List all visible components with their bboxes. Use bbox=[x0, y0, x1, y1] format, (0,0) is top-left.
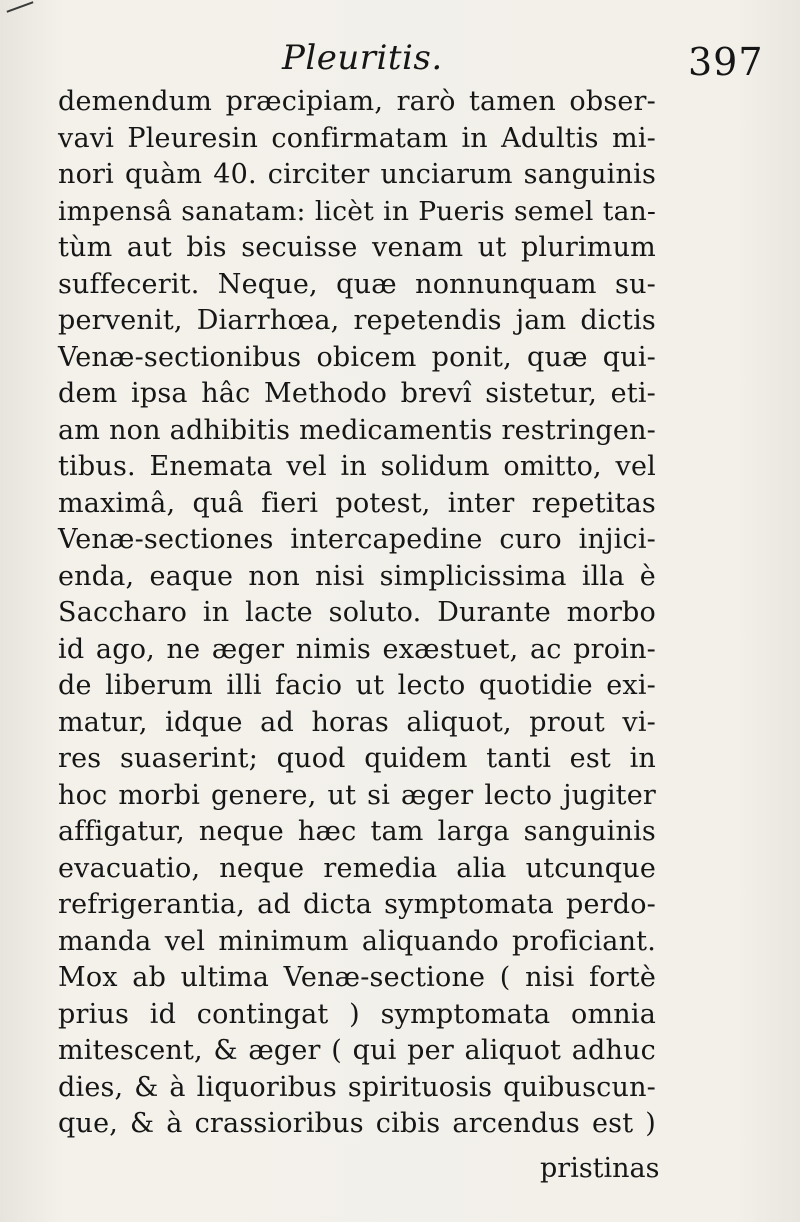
text-line: evacuatio, neque remedia alia utcunque bbox=[58, 852, 656, 884]
running-title: Pleuritis. bbox=[282, 38, 443, 78]
text-line: Venæ-sectionibus obicem ponit, quæ qui- bbox=[58, 341, 656, 373]
text-line: am non adhibitis medicamentis restringen- bbox=[58, 414, 656, 446]
text-line: refrigerantia, ad dicta symptomata perdo- bbox=[58, 889, 656, 920]
text-line: de liberum illi facio ut lecto quotidie exi- bbox=[58, 670, 656, 701]
text-line: suffecerit. Neque, quæ nonnunquam su- bbox=[58, 268, 656, 300]
text-line: Saccharo in lacte soluto. Durante morbo bbox=[58, 597, 656, 628]
text-line: impensâ sanatam: licèt in Pueris semel tan- bbox=[58, 195, 656, 227]
text-line: tibus. Enemata vel in solidum omitto, vel bbox=[58, 451, 656, 482]
text-line: enda, eaque non nisi simplicissima illa è bbox=[58, 560, 656, 592]
text-line: Mox ab ultima Venæ-sectione ( nisi fortè bbox=[58, 962, 656, 993]
text-line: id ago, ne æger nimis exæstuet, ac proin- bbox=[58, 633, 656, 665]
text-line: manda vel minimum aliquando proficiant. bbox=[58, 925, 656, 957]
text-line: demendum præcipiam, rarò tamen obser- bbox=[58, 86, 656, 117]
text-line: prius id contingat ) symptomata omnia bbox=[58, 998, 656, 1030]
text-line: affigatur, neque hæc tam larga sanguinis bbox=[58, 816, 656, 847]
text-line: que, & à crassioribus cibis arcendus est ) bbox=[58, 1108, 656, 1139]
text-line: vavi Pleuresin confirmatam in Adultis mi- bbox=[58, 122, 656, 154]
text-line: nori quàm 40. circiter unciarum sanguinis bbox=[58, 159, 656, 190]
text-line: pervenit, Diarrhœa, repetendis jam dictis bbox=[58, 305, 656, 336]
text-line: maximâ, quâ fieri potest, inter repetitas bbox=[58, 487, 656, 519]
text-line: res suaserint; quod quidem tanti est in bbox=[58, 743, 656, 774]
page-number: 397 bbox=[688, 40, 764, 84]
text-line: hoc morbi genere, ut si æger lecto jugiter bbox=[58, 779, 656, 811]
text-line: dies, & à liquoribus spirituosis quibuscun- bbox=[58, 1071, 656, 1103]
body-text bbox=[58, 84, 656, 1143]
corner-pen-mark bbox=[7, 1, 34, 12]
text-line: matur, idque ad horas aliquot, prout vi- bbox=[58, 706, 656, 738]
text-line: dem ipsa hâc Methodo brevî sistetur, eti- bbox=[58, 378, 656, 409]
text-line: tùm aut bis secuisse venam ut plurimum bbox=[58, 232, 656, 263]
catchword: pristinas bbox=[540, 1153, 660, 1184]
text-line: mitescent, & æger ( qui per aliquot adhuc bbox=[58, 1035, 656, 1066]
text-line: Venæ-sectiones intercapedine curo injici- bbox=[58, 524, 656, 555]
